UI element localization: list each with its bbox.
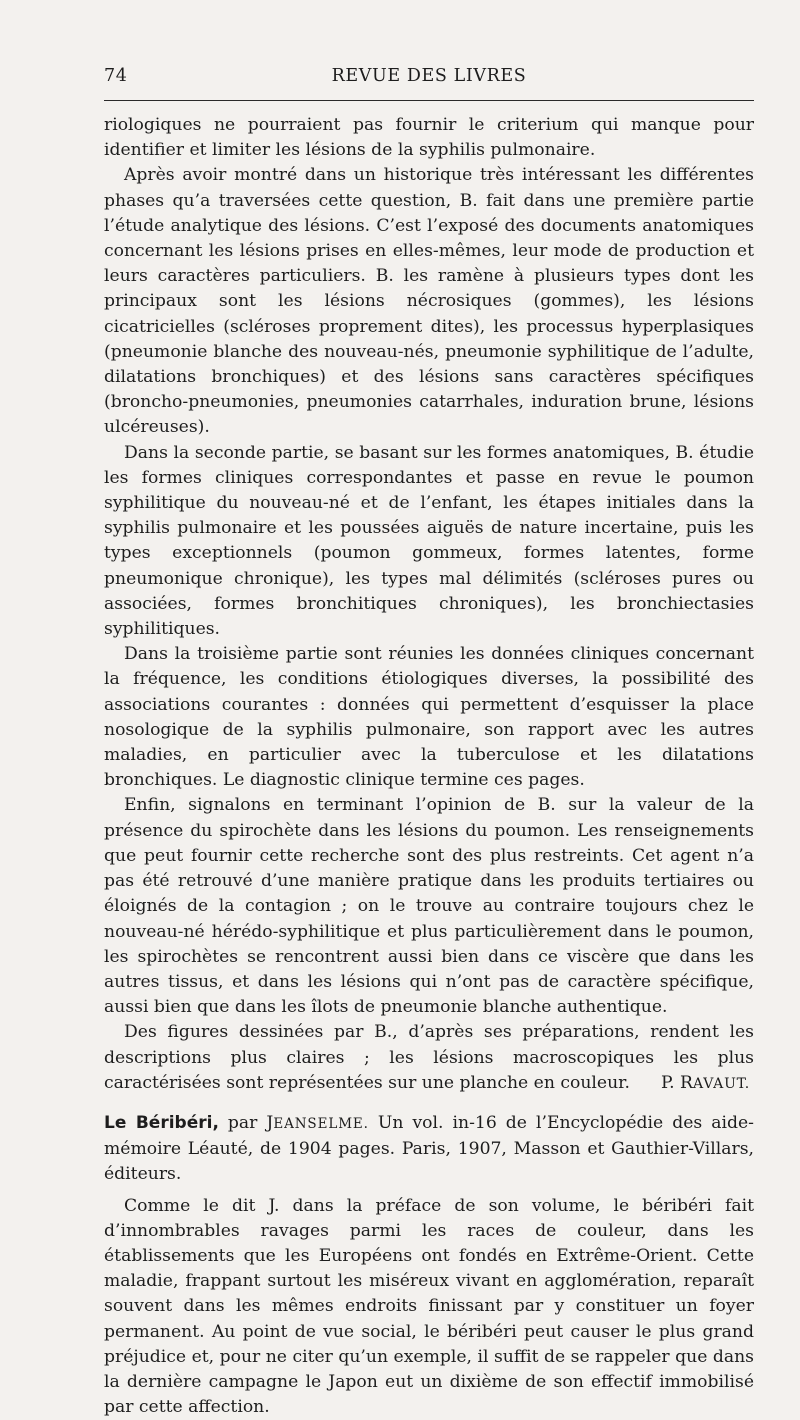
paragraph-figures (104, 1020, 754, 1096)
paragraph-clinical-forms: Dans la seconde partie, se basant sur les formes anatomiques, B. étudie les formes cliniques correspondantes et passe en revue le poumon syphilitique du nouveau-né et de l’enfant, les étapes initiales dans la syphilis pulmonaire et les poussées aiguës de nature incertaine, puis les types exceptionnels (poumon gommeux, formes latentes, forme pneumonique chronique), les types mal délimités (scléroses pures ou associées, formes bronchitiques chroniques), les bronchiectasies syphilitiques. (104, 442, 754, 640)
signature-initial: P. R (661, 1072, 693, 1093)
author-initial: J (266, 1112, 274, 1133)
signature-rest: AVAUT. (692, 1075, 750, 1092)
journal-title: REVUE DES LIVRES (331, 66, 527, 86)
running-head (104, 62, 754, 92)
main-text (104, 113, 754, 1420)
paragraph-history: Après avoir montré dans un historique très intéressant les différentes phases qu’a traversées cette question, B. fait dans une première partie l’étude analytique des lésions. C’est l’exposé des documents anatomiques concernant les lésions prises en elles-mêmes, leur mode de production et leurs caractères particuliers. B. les ramène à plusieurs types dont les principaux sont les lésions nécrosiques (gommes), les lésions cicatricielles (scléroses proprement dites), les processus hyperplasiques (pneumonie blanche des nouveau-nés, pneumonie syphilitique de l’adulte, dilatations bronchiques) et des lésions sans caractères spécifiques (broncho-pneumonies, pneumonies catarrhales, induration brune, lésions ulcéreuses). (104, 165, 754, 438)
paragraph-continuation: riologiques ne pourraient pas fournir le criterium qui manque pour identifier et limiter les lésions de la syphilis pulmonaire. (104, 115, 754, 161)
page-number: 74 (104, 66, 128, 86)
review-entry-heading (104, 1111, 754, 1188)
figures-text: Des figures dessinées par B., d’après ses préparations, rendent les descriptions plus claires ; les lésions macroscopiques les plus caractérisées sont représentées sur une planche en couleur. (104, 1022, 754, 1093)
paragraph-clinical-data: Dans la troisième partie sont réunies les données cliniques concernant la fréquence, les conditions étiologiques diverses, la possibilité des associations courantes : données qui permettent d’esquisser la place nosologique de la syphilis pulmonaire, son rapport avec les autres maladies, en particulier avec la tuberculose et les dilatations bronchiques. Le diagnostic clinique termine ces pages. (104, 644, 754, 791)
paragraph-beriberi: Comme le dit J. dans la préface de son volume, le béribéri fait d’innombrables ravages parmi les races de couleur, dans les établissements que les Européens ont fondés en Extrême-Orient. Cette maladie, frappant surtout les miséreux vivant en agglomération, reparaît souvent dans les mêmes endroits finissant par y constituer un foyer permanent. Au point de vue social, le béribéri peut causer le plus grand préjudice et, pour ne citer qu’un exemple, il suffit de se rappeler que dans la dernière campagne le Japon eut un dixième de son effectif immobilisé par cette affection. (104, 1195, 754, 1418)
author-name: EANSELME. (273, 1115, 369, 1132)
paragraph-spirochete: Enfin, signalons en terminant l’opinion de B. sur la valeur de la présence du spirochète dans les lésions du poumon. Les renseignements que peut fournir cette recherche sont des plus restreints. Cet agent n’a pas été retrouvé d’une manière pratique dans les produits tertiaires ou éloignés de la contagion ; on le trouve au contraire toujours chez le nouveau-né hérédo-syphilitique et plus particulièrement dans le poumon, les spirochètes se rencontrent aussi bien dans ce viscère que dans les autres tissus, et dans les lésions qui n’ont pas de caractère spécifique, aussi bien que dans les îlots de pneumonie blanche authentique. (104, 795, 754, 1018)
book-page (104, 62, 754, 1420)
book-title: Le Béribéri, (104, 1112, 219, 1133)
review-signature (641, 1071, 750, 1097)
header-rule (104, 100, 754, 101)
by-word: par (218, 1112, 267, 1133)
citation: Un vol. in-16 de l’Encyclopédie des aide-mémoire Léauté, de 1904 pages. Paris, 1907, Masson et Gauthier-Villars, éditeurs. (104, 1112, 754, 1185)
